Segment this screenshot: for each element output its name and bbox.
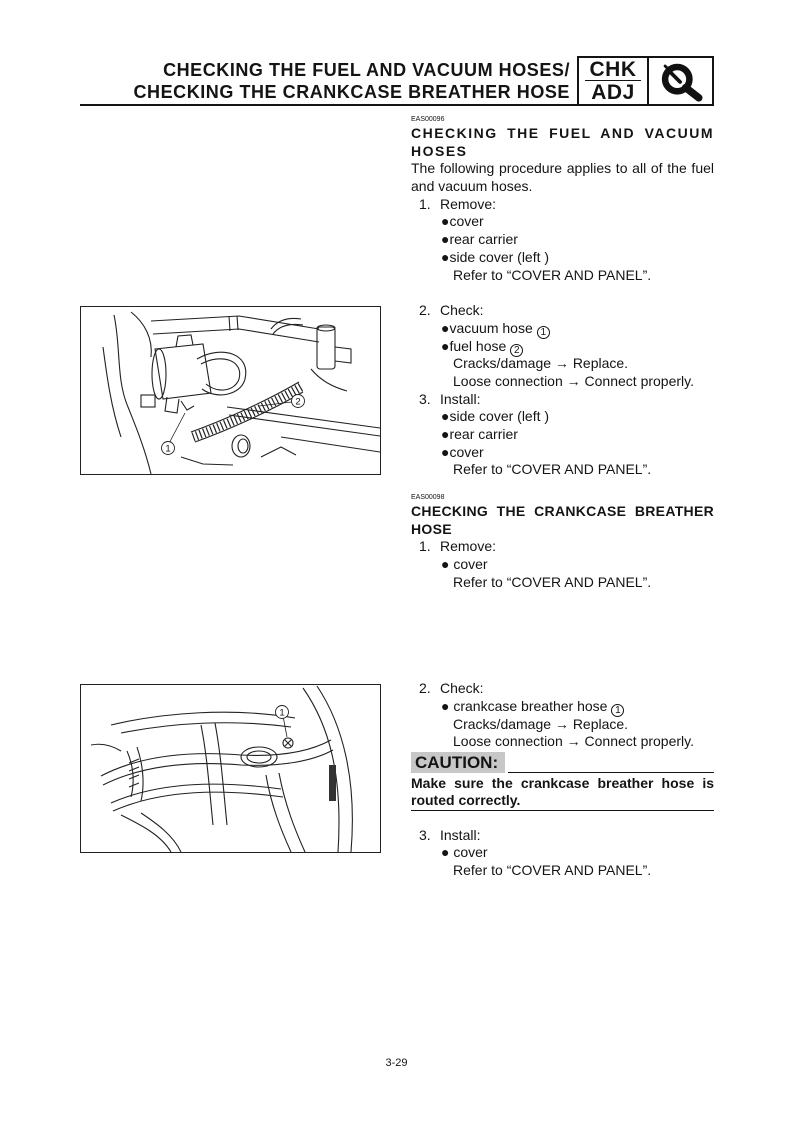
vacuum-hose: [197, 318, 303, 394]
step-note: Refer to “COVER AND PANEL”.: [453, 861, 652, 878]
figure-crankcase-breather-hose: [80, 684, 381, 853]
page-title-line: CHECKING THE FUEL AND VACUUM HOSES/: [163, 60, 570, 80]
figure-fuel-vacuum-hoses-drawing: [81, 307, 380, 474]
breather-fitting: [283, 738, 293, 748]
step-number: 2.: [419, 680, 431, 697]
fender-outline: [103, 312, 151, 474]
step-number: 1.: [419, 538, 431, 555]
step-label: Remove:: [440, 195, 497, 212]
caution-body: [411, 773, 714, 811]
section-crankcase-breather-steps: [411, 680, 714, 879]
wrench-inspection-icon: [649, 58, 712, 104]
cover-outline: [303, 686, 352, 852]
step-check: [411, 680, 714, 698]
hose-clamp: [241, 747, 277, 767]
step-note: Loose connection → Connect properly.: [453, 372, 694, 389]
section-heading-line: HOSE: [411, 520, 452, 537]
list-item: ●rear carrier: [441, 231, 518, 248]
list-item: ● cover: [441, 844, 488, 861]
list-item: ●rear carrier: [441, 426, 518, 442]
section-crankcase-breather-hose: [411, 492, 714, 591]
page-number: 3-29: [385, 1057, 408, 1069]
step-note: Refer to “COVER AND PANEL”.: [453, 266, 652, 283]
section-badge: [577, 56, 714, 106]
section-heading-line: CHECKING THE FUEL AND VACUUM: [411, 125, 714, 141]
badge-adj: ADJ: [591, 81, 635, 104]
step-install: [411, 827, 714, 845]
callout-1-label: 1: [165, 443, 171, 455]
callout-1: [162, 413, 186, 455]
page-title-line: CHECKING THE CRANKCASE BREATHER HOSE: [133, 82, 570, 102]
caution-label: CAUTION:: [411, 752, 505, 773]
frame-outline: [91, 712, 295, 751]
list-item: [411, 338, 714, 356]
page-title: [134, 59, 571, 103]
list-item: [411, 320, 714, 338]
step-label: Remove:: [440, 538, 497, 555]
list-item: ●cover: [441, 213, 484, 230]
step-remove: [411, 538, 714, 556]
step-label: Check:: [440, 302, 484, 319]
step-label: Check:: [440, 680, 484, 697]
callout-ref: 1: [611, 704, 624, 717]
header-rule: [80, 104, 578, 106]
section-heading-line: HOSES: [411, 142, 468, 159]
left-details: [121, 747, 181, 852]
list-item-text: ●fuel hose: [441, 337, 507, 354]
list-item: [411, 698, 714, 716]
bracket: [329, 765, 336, 801]
caution-header: [411, 752, 714, 773]
list-item: ●cover: [441, 443, 484, 460]
step-number: 2.: [419, 302, 431, 319]
list-item-text: ● crankcase breather hose: [441, 697, 608, 714]
hose-fitting: [232, 435, 250, 457]
step-install: [411, 391, 714, 409]
step-note: Refer to “COVER AND PANEL”.: [453, 461, 652, 478]
engine-top-outline: [151, 316, 351, 369]
intro-line: The following procedure applies to all of the fuel: [411, 160, 714, 177]
callout-ref: 2: [510, 344, 523, 357]
caution-text-line: routed correctly.: [411, 792, 521, 809]
section-fuel-vacuum-hoses: [411, 114, 714, 284]
step-remove: [411, 196, 714, 214]
breather-hose-bundle: [101, 740, 333, 811]
callout-2-label: 2: [295, 396, 301, 408]
callout-1-label: 1: [279, 707, 285, 719]
list-item: ●side cover (left ): [441, 248, 550, 265]
intro-line: and vacuum hoses.: [411, 178, 533, 195]
step-note: Loose connection → Connect properly.: [453, 733, 694, 750]
step-check: [411, 302, 714, 320]
wrench-inspection-icon-graphic: [652, 60, 710, 102]
fuel-hose-corrugation: [193, 387, 301, 437]
list-item-text: ●vacuum hose: [441, 319, 533, 336]
step-label: Install:: [440, 390, 481, 407]
section-code: EAS00098: [411, 494, 445, 501]
figure-crankcase-breather-hose-drawing: [81, 685, 380, 852]
section-fuel-vacuum-steps: [411, 302, 714, 479]
list-item: ●side cover (left ): [441, 408, 550, 425]
badge-chk: CHK: [589, 58, 637, 81]
step-number: 3.: [419, 390, 431, 407]
caution-rule: [508, 752, 714, 773]
figure-fuel-vacuum-hoses: [80, 306, 381, 475]
section-heading-line: CHECKING THE CRANKCASE BREATHER: [411, 503, 714, 519]
callout-1: [276, 706, 289, 738]
step-number: 3.: [419, 826, 431, 843]
caution-text-line: Make sure the crankcase breather hose is: [411, 774, 714, 791]
section-code: EAS00096: [411, 116, 445, 123]
step-note: Cracks/damage → Replace.: [453, 355, 629, 372]
list-item: ● cover: [441, 556, 488, 573]
step-note: Refer to “COVER AND PANEL”.: [453, 573, 652, 590]
step-label: Install:: [440, 826, 481, 843]
callout-ref: 1: [537, 326, 550, 339]
step-note: Cracks/damage → Replace.: [453, 715, 629, 732]
step-number: 1.: [419, 195, 431, 212]
badge-label-cell: [579, 58, 649, 104]
